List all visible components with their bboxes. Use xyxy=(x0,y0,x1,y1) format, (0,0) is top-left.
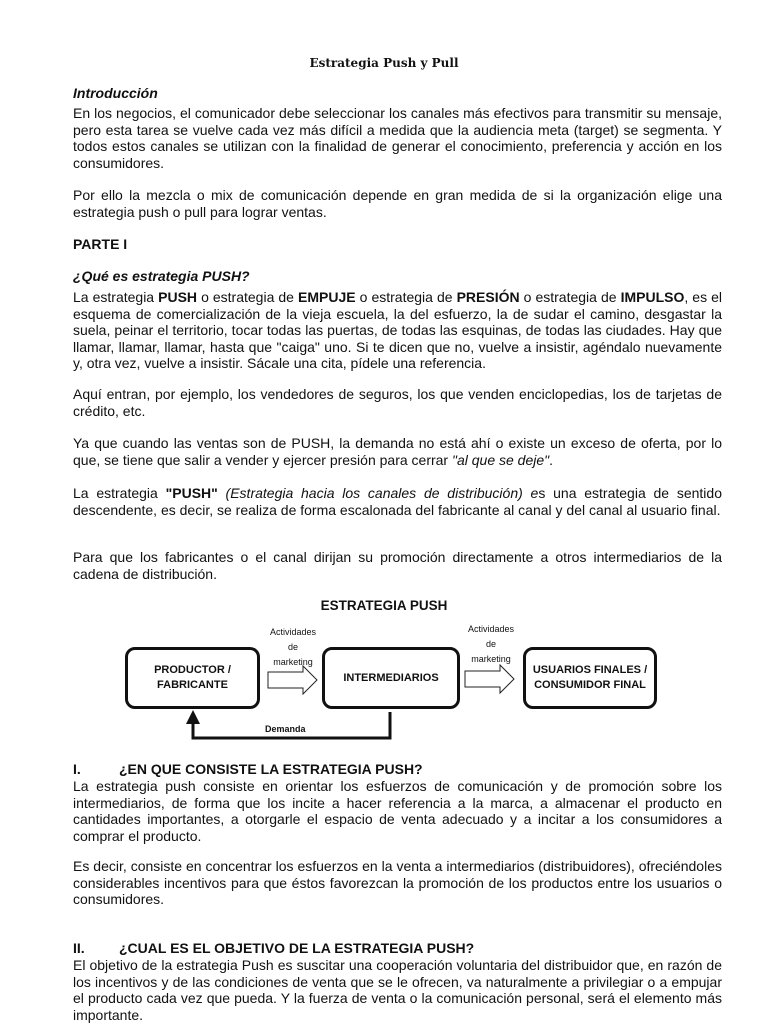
promotion-paragraph: Para que los fabricantes o el canal dirijan su promoción directamente a otros intermediarios de la cadena de distribución. xyxy=(73,549,722,582)
intro-paragraph-1: En los negocios, el comunicador debe seleccionar los canales más efectivos para transmitir su mensaje, pero esta tarea se vuelve cada vez más difícil a medida que la audiencia meta (target) se segmenta. Y todos estos canales se utilizan con la finalidad de generar el conocimiento, preferencia y acción en los consumidores. xyxy=(73,105,722,171)
end-users-label-line-1: USUARIOS FINALES / xyxy=(532,664,648,676)
diagram-title: ESTRATEGIA PUSH xyxy=(320,598,448,613)
document-title: Estrategia Push y Pull xyxy=(309,56,459,70)
producer-label-line-2: FABRICANTE xyxy=(157,679,228,691)
section-2-number: II. xyxy=(73,940,85,956)
demand-paragraph: Ya que cuando las ventas son de PUSH, la demanda no está ahí o existe un exceso de oferta, por lo que, se tiene que salir a vender y ejercer presión para cerrar "al que se deje". xyxy=(73,435,722,468)
part-heading: PARTE I xyxy=(73,236,128,252)
section-2-heading xyxy=(73,940,474,956)
examples-paragraph: Aquí entran, por ejemplo, los vendedores de seguros, los que venden enciclopedias, los de tarjetas de crédito, etc. xyxy=(73,386,722,419)
push-question-heading: ¿Qué es estrategia PUSH? xyxy=(73,268,250,284)
marketing-arrow-2 xyxy=(465,665,514,693)
intro-paragraph-2: Por ello la mezcla o mix de comunicación depende en gran medida de si la organización elige una estrategia push o pull para lograr ventas. xyxy=(73,187,722,220)
section-1-title: ¿EN QUE CONSISTE LA ESTRATEGIA PUSH? xyxy=(119,761,423,777)
intermediaries-box: INTERMEDIARIOS xyxy=(322,647,460,709)
producer-label-line-1: PRODUCTOR / xyxy=(154,664,231,676)
section-1-paragraph-1: La estrategia push consiste en orientar los esfuerzos de comunicación y de promoción sobre los intermediarios, de forma que los incite a hacer referencia a la marca, a almacenar el producto en cantidades importantes, a otorgarle el espacio de venta adecuado y a incitar a los consumidores a comprar el producto. xyxy=(73,778,722,844)
push-definition-paragraph: La estrategia PUSH o estrategia de EMPUJE o estrategia de PRESIÓN o estrategia de IMPULSO, es el esquema de comercialización de la vieja escuela, la del esfuerzo, la de sudar el camino, desgastar la suela, peinar el territorio, tocar todas las puertas, de todas las esquinas, de todas las ciudades. Hay que llamar, llamar, llamar, hasta que "caiga" uno. Si te dicen que no, vuelve a insistir, agéndalo nuevamente y, otra vez, vuelve a insistir. Sácale una cita, pídele una referencia. xyxy=(73,289,722,371)
demand-label: Demanda xyxy=(265,724,306,734)
section-1-heading xyxy=(73,761,423,777)
push-direction-paragraph: La estrategia "PUSH" (Estrategia hacia los canales de distribución) es una estrategia de sentido descendente, es decir, se realiza de forma escalonada del fabricante al canal y del canal al usuario final. xyxy=(73,485,722,518)
section-2-paragraph-1: El objetivo de la estrategia Push es suscitar una cooperación voluntaria del distribuidor que, en razón de los incentivos y de las condiciones de venta que se le ofrecen, va naturalmente a privilegiar o a empujar el producto cada vez que pueda. Y la fuerza de venta o la comunicación personal, será el elemento más importante. xyxy=(73,957,722,1023)
arrow-label-marketing-1: Actividades de marketing xyxy=(269,627,317,667)
demand-arrowhead xyxy=(186,710,200,724)
marketing-arrow-1 xyxy=(268,666,317,694)
intro-heading: Introducción xyxy=(73,85,158,101)
section-2-title: ¿CUAL ES EL OBJETIVO DE LA ESTRATEGIA PUSH? xyxy=(119,940,475,956)
section-1-paragraph-2: Es decir, consiste en concentrar los esfuerzos en la venta a intermediarios (distribuidores), ofreciéndoles considerables incentivos para que éstos favorezcan la promoción de los productos entre los usuarios o consumidores. xyxy=(73,858,722,907)
section-1-number: I. xyxy=(73,761,81,777)
end-users-label-line-2: CONSUMIDOR FINAL xyxy=(534,679,646,691)
arrow-label-marketing-2: Actividades de marketing xyxy=(467,624,515,664)
